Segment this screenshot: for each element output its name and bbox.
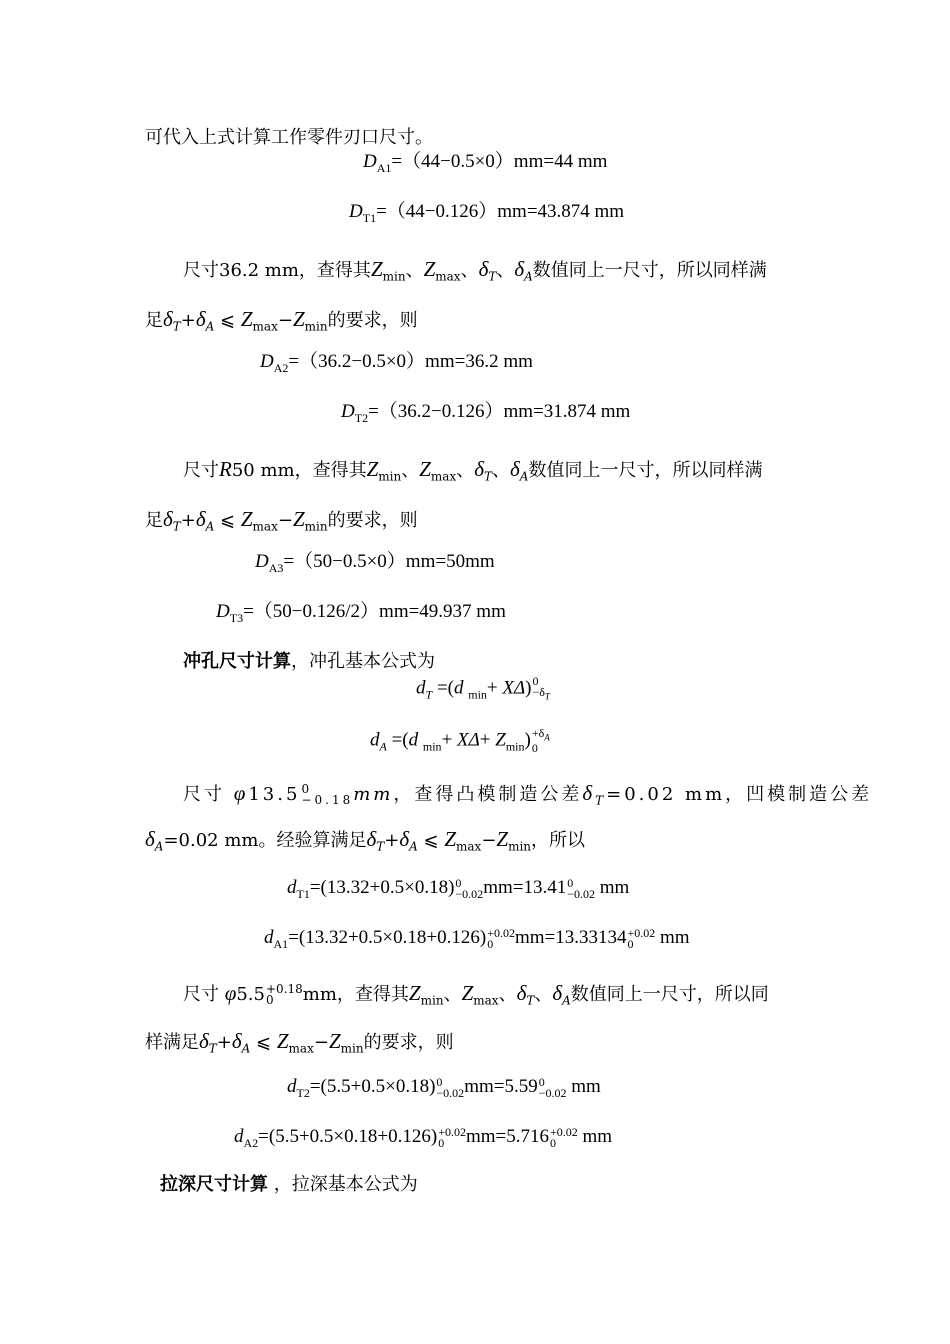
drawing-heading: 拉深尺寸计算 ，拉深基本公式为 xyxy=(160,1174,418,1195)
paragraph-phi-5-5-cont: 样满足$\delta_T+\delta_A$ ⩽ $Z_{max}-Z_{min}$的要求，则 xyxy=(145,1029,454,1056)
equation-DA1: $D_{A1}=(44-0.5\times 0)mm=44$ mm xyxy=(363,151,608,175)
paragraph-36-2-cont: 足$\delta_T+\delta_A$ ⩽ $Z_{max}-Z_{min}$的要求，则 xyxy=(145,307,418,334)
formula-dA: $d_A =(d$ $_{min}+ X\Delta+ Z_{min}$) $+\delta_A$ 0 xyxy=(370,726,550,756)
paragraph-r50-cont: 足$\delta_T+\delta_A$ ⩽ $Z_{max}-Z_{min}$的要求，则 xyxy=(145,507,418,534)
equation-dA1: $d_{A1}=(13.32+0.5\times 0.18+0.126)$ +0.02 0 mm=13.33134 +0.02 0 mm xyxy=(264,925,690,951)
equation-DT3: $D_{T3}=(50-0.126/2)mm=49.937$ mm xyxy=(216,601,506,625)
paragraph-phi-13-5: 尺寸 φ13.5 0 −0.18 mm，查得凸模制造公差$\delta_T=0.02$ mm，凹模制造公差 xyxy=(183,781,873,808)
equation-dT1: $d_{T1}=(13.32+0.5\times 0.18)$ 0 −0.02 mm=13.41 0 −0.02 mm xyxy=(287,875,630,901)
punch-heading: 冲孔尺寸计算，冲孔基本公式为 xyxy=(183,651,435,672)
equation-DA2: $D_{A2}=(36.2-0.5\times 0)mm=36.2$ mm xyxy=(260,351,533,375)
equation-DT2: $D_{T2}=(36.2-0.126)mm=31.874$ mm xyxy=(341,401,631,425)
paragraph-36-2: 尺寸36.2 mm，查得其$Z_{min}$、$Z_{max}$、$\delta_T$、$\delta_A$数值同上一尺寸，所以同样满 xyxy=(183,257,767,284)
equation-dT2: $d_{T2}=(5.5+0.5\times 0.18)$ 0 −0.02 mm=5.59 0 −0.02 mm xyxy=(287,1074,601,1100)
equation-DT1: $D_{T1}=(44-0.126)mm=43.874$ mm xyxy=(349,201,625,225)
equation-dA2: $d_{A2}=(5.5+0.5\times 0.18+0.126)$ +0.02 0 mm=5.716 +0.02 0 mm xyxy=(234,1124,613,1150)
formula-dT: $d_T =(d$ $_{min}$+ XΔ) 0 $-\delta_T$ xyxy=(416,674,550,702)
equation-DA3: $D_{A3}=(50-0.5\times 0)mm=50mm$ xyxy=(255,551,495,575)
paragraph-phi-5-5: 尺寸 φ5.5 +0.18 0 mm，查得其$Z_{min}$、$Z_{max}$、$\delta_T$、$\delta_A$数值同上一尺寸，所以同 xyxy=(183,981,769,1008)
intro-text: 可代入上式计算工作零件刃口尺寸。 xyxy=(145,127,433,148)
paragraph-r50: 尺寸R50 mm，查得其$Z_{min}$、$Z_{max}$、$\delta_T$、$\delta_A$数值同上一尺寸，所以同样满 xyxy=(183,457,763,484)
paragraph-phi-13-5-cont: $\delta_A=0.02$ mm。经验算满足$\delta_T+\delta_A$ ⩽ $Z_{max}-Z_{min}$，所以 xyxy=(145,827,586,854)
